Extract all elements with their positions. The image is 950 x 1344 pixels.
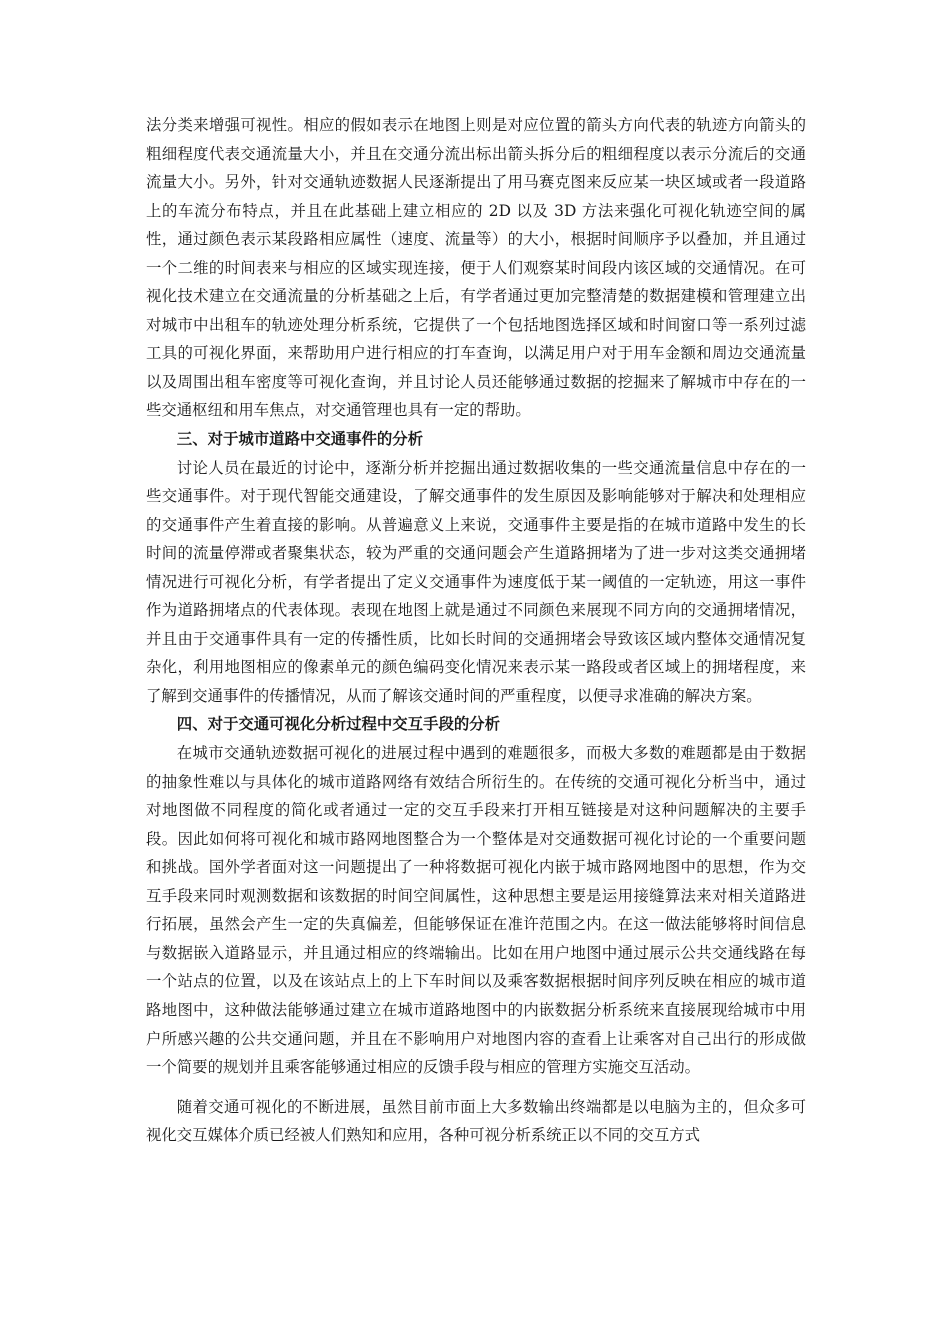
paragraph-continuation: 法分类来增强可视性。相应的假如表示在地图上则是对应位置的箭头方向代表的轨迹方向箭头的粗细程度代表交通流量大小，并且在交通分流出标出箭头拆分后的粗细程度以表示分流后的交通流量大小。另外，针对交通轨迹数据人民逐渐提出了用马赛克图来反应某一块区域或者一段道路上的车流分布特点，并且在此基础上建立相应的 2D 以及 3D 方法来强化可视化轨迹空间的属性，通过颜色表示某段路相应属性（速度、流量等）的大小，根据时间顺序予以叠加，并且通过一个二维的时间表来与相应的区域实现连接，便于人们观察某时间段内该区域的交通情况。在可视化技术建立在交通流量的分析基础之上后，有学者通过更加完整清楚的数据建模和管理建立出对城市中出租车的轨迹处理分析系统，它提供了一个包括地图选择区域和时间窗口等一系列过滤工具的可视化界面，来帮助用户进行相应的打车查询，以满足用户对于用车金额和周边交通流量以及周围出租车密度等可视化查询，并且讨论人员还能够通过数据的挖掘来了解城市中存在的一些交通枢纽和用车焦点，对交通管理也具有一定的帮助。 — [146, 116, 806, 420]
section-heading-4: 四、对于交通可视化分析过程中交互手段的分析 — [176, 715, 501, 734]
section-heading-3: 三、对于城市道路中交通事件的分析 — [176, 430, 424, 449]
document-page — [146, 111, 806, 1150]
paragraph-interaction-methods: 在城市交通轨迹数据可视化的进展过程中遇到的难题很多，而极大多数的难题都是由于数据的抽象性难以与具体化的城市道路网络有效结合所衍生的。在传统的交通可视化分析当中，通过对地图做不同程度的简化或者通过一定的交互手段来打开相互链接是对这种问题解决的主要手段。因此如何将可视化和城市路网地图整合为一个整体是对交通数据可视化讨论的一个重要问题和挑战。国外学者面对这一问题提出了一种将数据可视化内嵌于城市路网地图中的思想，作为交互手段来同时观测数据和该数据的时间空间属性，这种思想主要是运用接缝算法来对相关道路进行拓展，虽然会产生一定的失真偏差，但能够保证在准许范围之内。在这一做法能够将时间信息与数据嵌入道路显示，并且通过相应的终端输出。比如在用户地图中通过展示公共交通线路在每一个站点的位置，以及在该站点上的上下车时间以及乘客数据根据时间序列反映在相应的城市道路地图中，这种做法能够通过建立在城市道路地图中的内嵌数据分析系统来直接展现给城市中用户所感兴趣的公共交通问题，并且在不影响用户对地图内容的查看上让乘客对自己出行的形成做一个简要的规划并且乘客能够通过相应的反馈手段与相应的管理方实施交互活动。 — [146, 744, 806, 1077]
paragraph-visualization-progress: 随着交通可视化的不断进展，虽然目前市面上大多数输出终端都是以电脑为主的，但众多可视化交互媒体介质已经被人们熟知和应用，各种可视分析系统正以不同的交互方式 — [146, 1097, 806, 1145]
paragraph-traffic-events: 讨论人员在最近的讨论中，逐渐分析并挖掘出通过数据收集的一些交通流量信息中存在的一些交通事件。对于现代智能交通建设，了解交通事件的发生原因及影响能够对于解决和处理相应的交通事件产生着直接的影响。从普遍意义上来说，交通事件主要是指的在城市道路中发生的长时间的流量停滞或者聚集状态，较为严重的交通问题会产生道路拥堵为了进一步对这类交通拥堵情况进行可视化分析，有学者提出了定义交通事件为速度低于某一阈值的一定轨迹，用这一事件作为道路拥堵点的代表体现。表现在地图上就是通过不同颜色来展现不同方向的交通拥堵情况，并且由于交通事件具有一定的传播性质，比如长时间的交通拥堵会导致该区域内整体交通情况复杂化，利用地图相应的像素单元的颜色编码变化情况来表示某一路段或者区域上的拥堵程度，来了解到交通事件的传播情况，从而了解该交通时间的严重程度，以便寻求准确的解决方案。 — [146, 458, 806, 705]
